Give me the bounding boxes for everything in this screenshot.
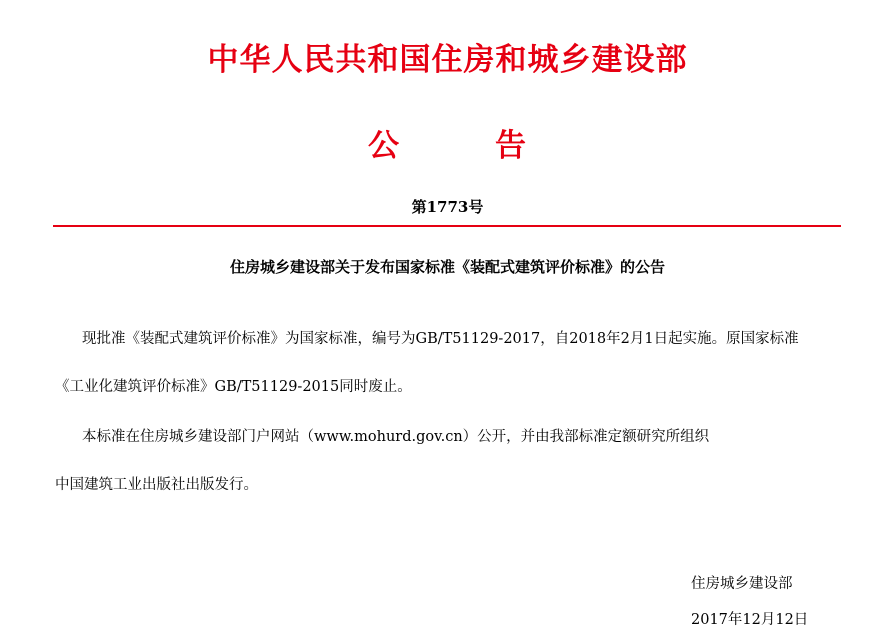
document-type-heading (0, 124, 895, 168)
notice-title: 住房城乡建设部关于发布国家标准《装配式建筑评价标准》的公告 (229, 258, 665, 276)
paragraph-1-line-1: 现批准《装配式建筑评价标准》为国家标准，编号为GB/T51129-2017，自2018年2月1日起实施。原国家标准 (82, 331, 799, 347)
signature-organization: 住房城乡建设部 (691, 576, 793, 592)
paragraph-2-line-2: 中国建筑工业出版社出版发行。 (55, 477, 258, 493)
document-type-char-gao: 告 (495, 128, 526, 164)
document-number: 第1773号 (411, 198, 484, 216)
signature-date: 2017年12月12日 (691, 612, 809, 628)
document-header-organization: 中华人民共和国住房和城乡建设部 (207, 42, 688, 78)
paragraph-2-line-1: 本标准在住房城乡建设部门户网站（www.mohurd.gov.cn）公开，并由我部标准定额研究所组织 (82, 429, 710, 445)
document-type-char-gong: 公 (368, 128, 399, 164)
paragraph-1-line-2: 《工业化建筑评价标准》GB/T51129-2015同时废止。 (55, 379, 412, 395)
header-divider-line (53, 225, 841, 227)
